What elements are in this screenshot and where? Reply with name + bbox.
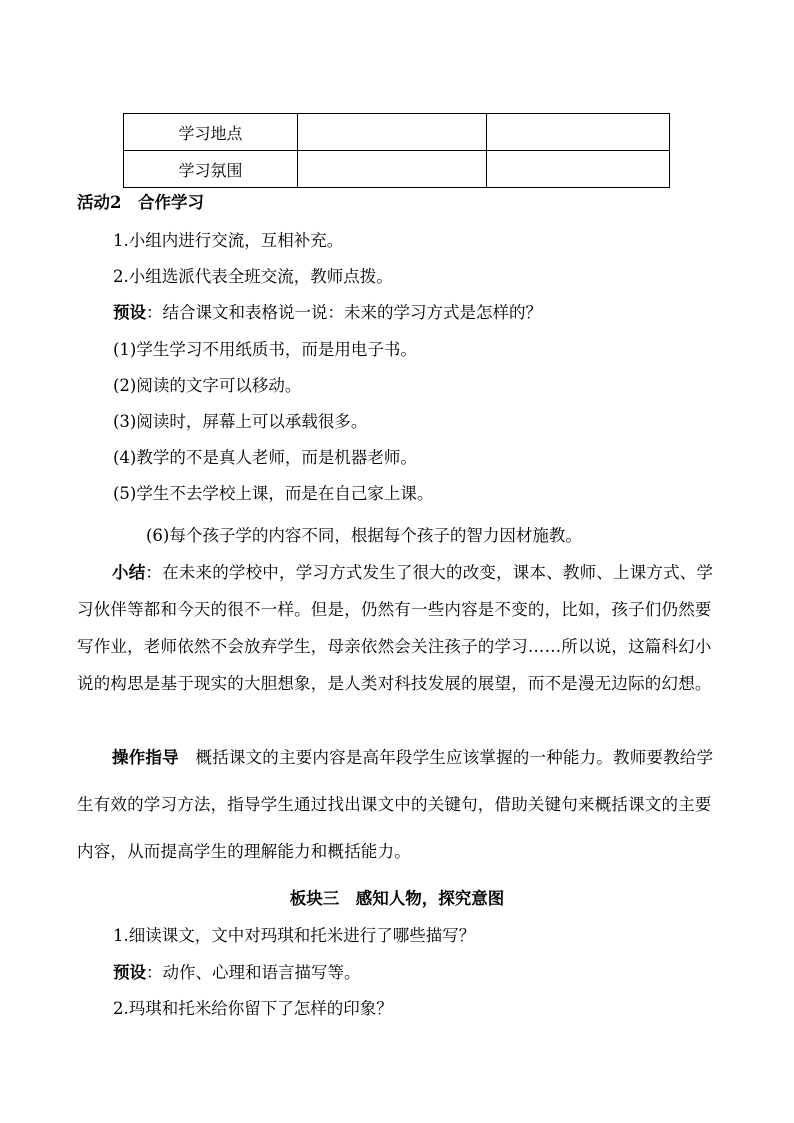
summary-paragraph <box>77 554 717 702</box>
preset-line <box>113 299 542 323</box>
summary-text: ：在未来的学校中，学习方式发生了很大的改变，课本、教师、上课方式、学习伙伴等都和今天的很不一样。但是，仍然有一些内容是不变的，比如，孩子们仍然要写作业，老师依然不会放弃学生，母亲依然会关注孩子的学习……所以说，这篇科幻小说的构思是基于现实的大胆想象，是人类对科技发展的展望，而不是漫无边际的幻想。 <box>77 563 714 693</box>
list-item: (2)阅读的文字可以移动。 <box>113 376 302 395</box>
table-cell-label: 学习地点 <box>124 114 298 151</box>
guide-label: 操作指导 <box>112 748 179 767</box>
table-cell <box>487 114 670 151</box>
guide-paragraph <box>77 734 717 875</box>
preset-label: 预设 <box>113 963 146 982</box>
activity-item: 1.小组内进行交流，互相补充。 <box>113 231 344 250</box>
activity-heading: 活动2 合作学习 <box>77 193 204 212</box>
preset-label: 预设 <box>113 303 146 322</box>
section-heading: 板块三 感知人物，探究意图 <box>289 889 505 908</box>
table-row <box>124 151 670 188</box>
table-cell-label: 学习氛围 <box>124 151 298 188</box>
summary-label: 小结 <box>112 563 146 582</box>
table-cell <box>298 114 487 151</box>
study-table <box>123 113 670 188</box>
list-item: (4)教学的不是真人老师，而是机器老师。 <box>113 448 417 467</box>
activity-item: 2.小组选派代表全班交流，教师点拨。 <box>113 267 393 286</box>
list-item: (5)学生不去学校上课，而是在自己家上课。 <box>113 484 434 503</box>
section-item: 1.细读课文，文中对玛琪和托米进行了哪些描写？ <box>113 926 476 945</box>
table-cell <box>487 151 670 188</box>
preset-line <box>113 959 361 983</box>
list-item: (3)阅读时，屏幕上可以承载很多。 <box>113 412 368 431</box>
preset-text: ：动作、心理和语言描写等。 <box>146 963 361 982</box>
section-item: 2.玛琪和托米给你留下了怎样的印象？ <box>113 999 393 1018</box>
list-item: (1)学生学习不用纸质书，而是用电子书。 <box>113 340 417 359</box>
table-row <box>124 114 670 151</box>
preset-text: ：结合课文和表格说一说：未来的学习方式是怎样的？ <box>146 303 542 322</box>
list-item: (6)每个孩子学的内容不同，根据每个孩子的智力因材施教。 <box>146 526 582 545</box>
guide-text: 概括课文的主要内容是高年段学生应该掌握的一种能力。教师要教给学生有效的学习方法，指导学生通过找出课文中的关键句，借助关键句来概括课文的主要内容，从而提高学生的理解能力和概括能力。 <box>77 748 714 861</box>
table-cell <box>298 151 487 188</box>
